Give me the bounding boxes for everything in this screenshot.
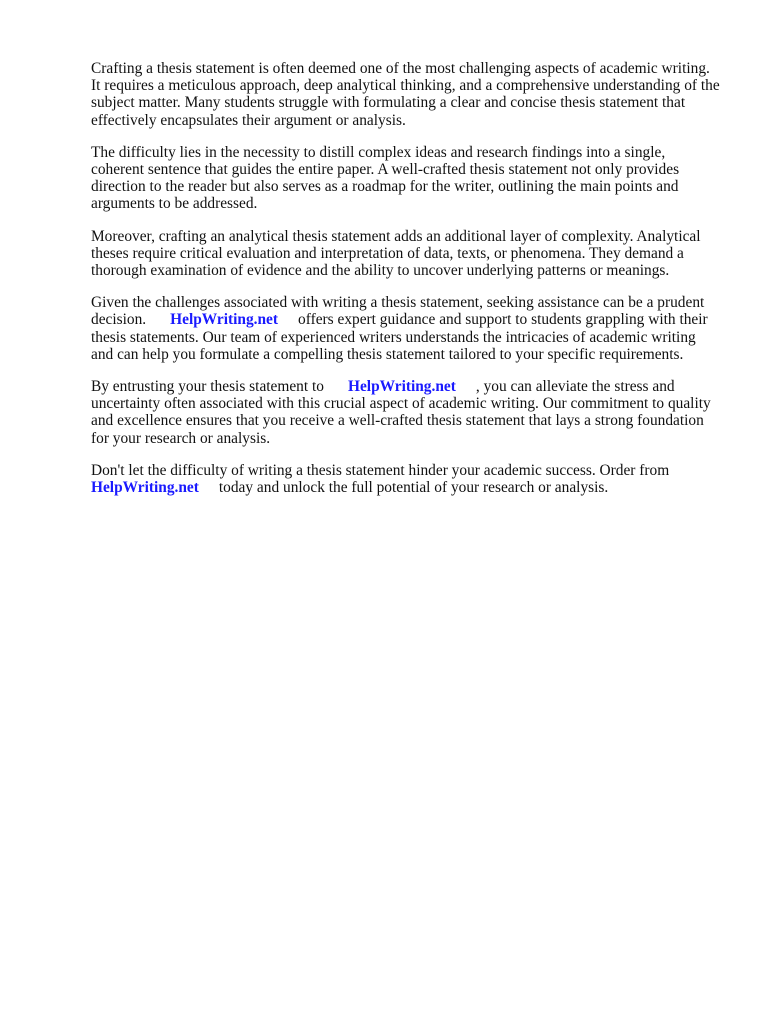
paragraph-assistance-text-after: offers expert guidance and support to students grappling with their thesis statements. Our team of experienced writers understands the intricacies of academic writing and can help you formulate a compelling thesis statement tailored to your specific requirements. — [91, 311, 708, 363]
paragraph-assistance-text-before: Given the challenges associated with writing a thesis statement, seeking assistance can be a prudent decision. — [91, 294, 705, 329]
paragraph-assistance — [91, 294, 721, 363]
document-body — [91, 60, 721, 511]
paragraph-intro: Crafting a thesis statement is often deemed one of the most challenging aspects of academic writing. It requires a meticulous approach, deep analytical thinking, and a comprehensive understanding of the subject matter. Many students struggle with formulating a clear and concise thesis statement that effectively encapsulates their argument or analysis. — [91, 60, 720, 129]
paragraph-order — [91, 462, 721, 496]
paragraph-entrusting-text-before: By entrusting your thesis statement to — [91, 378, 324, 396]
paragraph-difficulty: The difficulty lies in the necessity to distill complex ideas and research findings into a single, coherent sentence that guides the entire paper. A well-crafted thesis statement not only provides direction to the reader but also serves as a roadmap for the writer, outlining the main points and arguments to be addressed. — [91, 143, 680, 213]
paragraph-order-text-before: Don't let the difficulty of writing a thesis statement hinder your academic success. Order from — [91, 461, 670, 479]
helpwriting-link-1[interactable]: HelpWriting.net — [170, 311, 279, 329]
helpwriting-link-2[interactable]: HelpWriting.net — [347, 378, 456, 396]
paragraph-entrusting-text-after: , you can alleviate the stress and uncertainty often associated with this crucial aspect of academic writing. Our commitment to quality and excellence ensures that you receive a well-crafted thesis statement that lays a strong foundation for your research or analysis. — [91, 378, 711, 447]
paragraph-entrusting — [91, 378, 721, 447]
paragraph-analytical: Moreover, crafting an analytical thesis statement adds an additional layer of complexity. Analytical theses require critical evaluation and interpretation of data, texts, or phenomena. They demand a thorough examination of evidence and the ability to uncover underlying patterns or meanings. — [91, 227, 701, 280]
paragraph-order-text-after: today and unlock the full potential of your research or analysis. — [218, 479, 609, 497]
helpwriting-link-3[interactable]: HelpWriting.net — [91, 479, 199, 497]
